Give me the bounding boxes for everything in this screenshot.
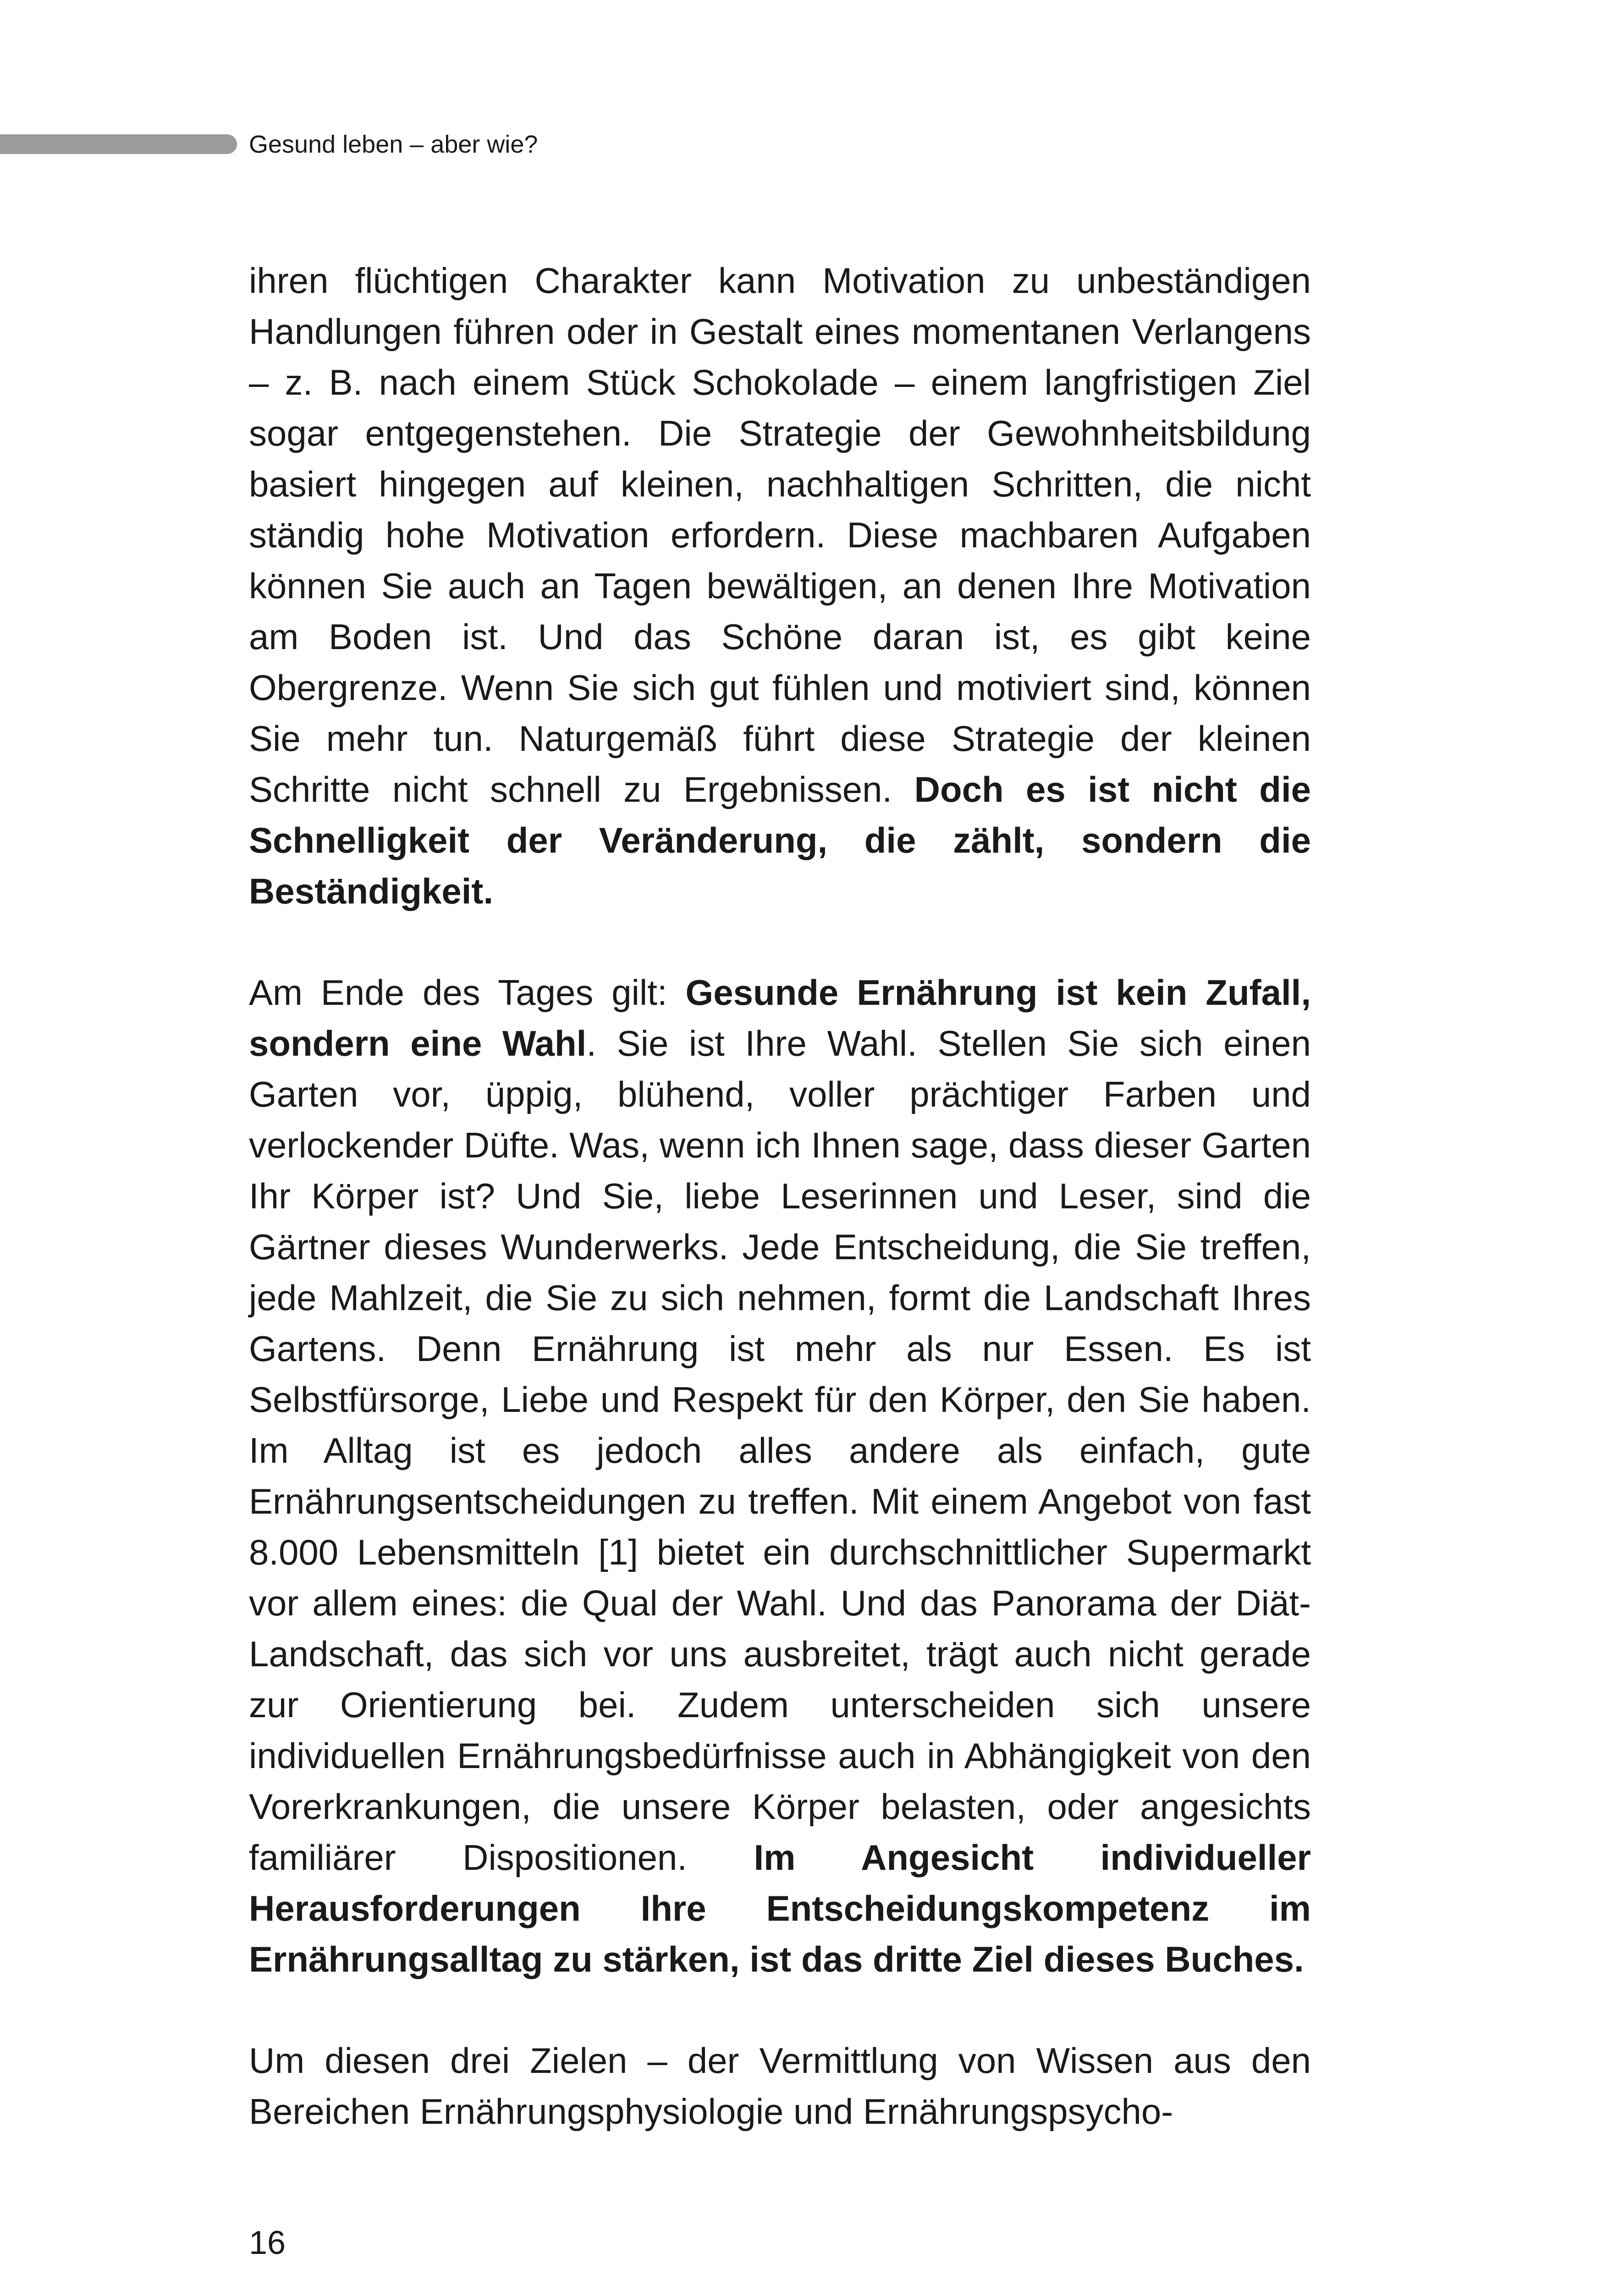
text-segment: ihren flüchtigen Charakter kann Motivation zu unbeständigen Handlungen führen oder in Gestalt eines momentanen Verlangens – z. B. nach einem Stück Schokolade – einem langfristigen Ziel sogar entgegenstehen. Die Strategie der Gewohnheitsbildung basiert hingegen auf kleinen, nachhaltigen Schritten, die nicht ständig hohe Motivation erfordern. Diese machbaren Aufgaben können Sie auch an Tagen bewältigen, an denen Ihre Motivation am Boden ist. Und das Schöne daran ist, es gibt keine Obergrenze. Wenn Sie sich gut fühlen und motiviert sind, können Sie mehr tun. Naturgemäß führt diese Strategie der kleinen Schritte nicht schnell zu Ergebnissen.	[249, 260, 1311, 810]
text-segment: Am Ende des Tages gilt:	[249, 972, 686, 1013]
page-number: 16	[249, 2225, 286, 2261]
paragraph-2	[249, 967, 1311, 1985]
emphasis-segment: Doch es ist nicht die Schnelligkeit der Veränderung, die zählt, sondern die Beständigkeit.	[249, 769, 1311, 911]
running-head-bar	[0, 134, 237, 154]
paragraph-3	[249, 2035, 1311, 2137]
body-text	[249, 255, 1311, 2137]
running-head-title: Gesund leben – aber wie?	[249, 131, 538, 158]
paragraph-1	[249, 255, 1311, 917]
emphasis-segment: Im Angesicht individueller Herausforderungen Ihre Entscheidungskompetenz im Ernährungsalltag zu stärken, ist das dritte Ziel dieses Buches.	[249, 1837, 1311, 1979]
text-segment: . Sie ist Ihre Wahl. Stellen Sie sich einen Garten vor, üppig, blühend, voller prächtiger Farben und verlockender Düfte. Was, wenn ich Ihnen sage, dass dieser Garten Ihr Körper ist? Und Sie, liebe Leserinnen und Leser, sind die Gärtner dieses Wunderwerks. Jede Entscheidung, die Sie treffen, jede Mahlzeit, die Sie zu sich nehmen, formt die Landschaft Ihres Gartens. Denn Ernährung ist mehr als nur Essen. Es ist Selbstfürsorge, Liebe und Respekt für den Körper, den Sie haben. Im Alltag ist es jedoch alles andere als einfach, gute Ernährungsentscheidungen zu treffen. Mit einem Angebot von fast 8.000 Lebensmitteln [1] bietet ein durchschnittlicher Supermarkt vor allem eines: die Qual der Wahl. Und das Panorama der Diät-Landschaft, das sich vor uns ausbreitet, trägt auch nicht gerade zur Orientierung bei. Zudem unterscheiden sich unsere individuellen Ernährungsbedürfnisse auch in Abhängigkeit von den Vorerkrankungen, die unsere Körper belasten, oder angesichts familiärer Dispositionen.	[249, 1023, 1311, 1878]
emphasis-segment: Gesunde Ernährung ist kein Zufall, sondern eine Wahl	[249, 972, 1311, 1063]
text-segment: Um diesen drei Zielen – der Vermittlung von Wissen aus den Bereichen Ernährungsphysiologie und Ernährungspsycho-	[249, 2040, 1311, 2132]
